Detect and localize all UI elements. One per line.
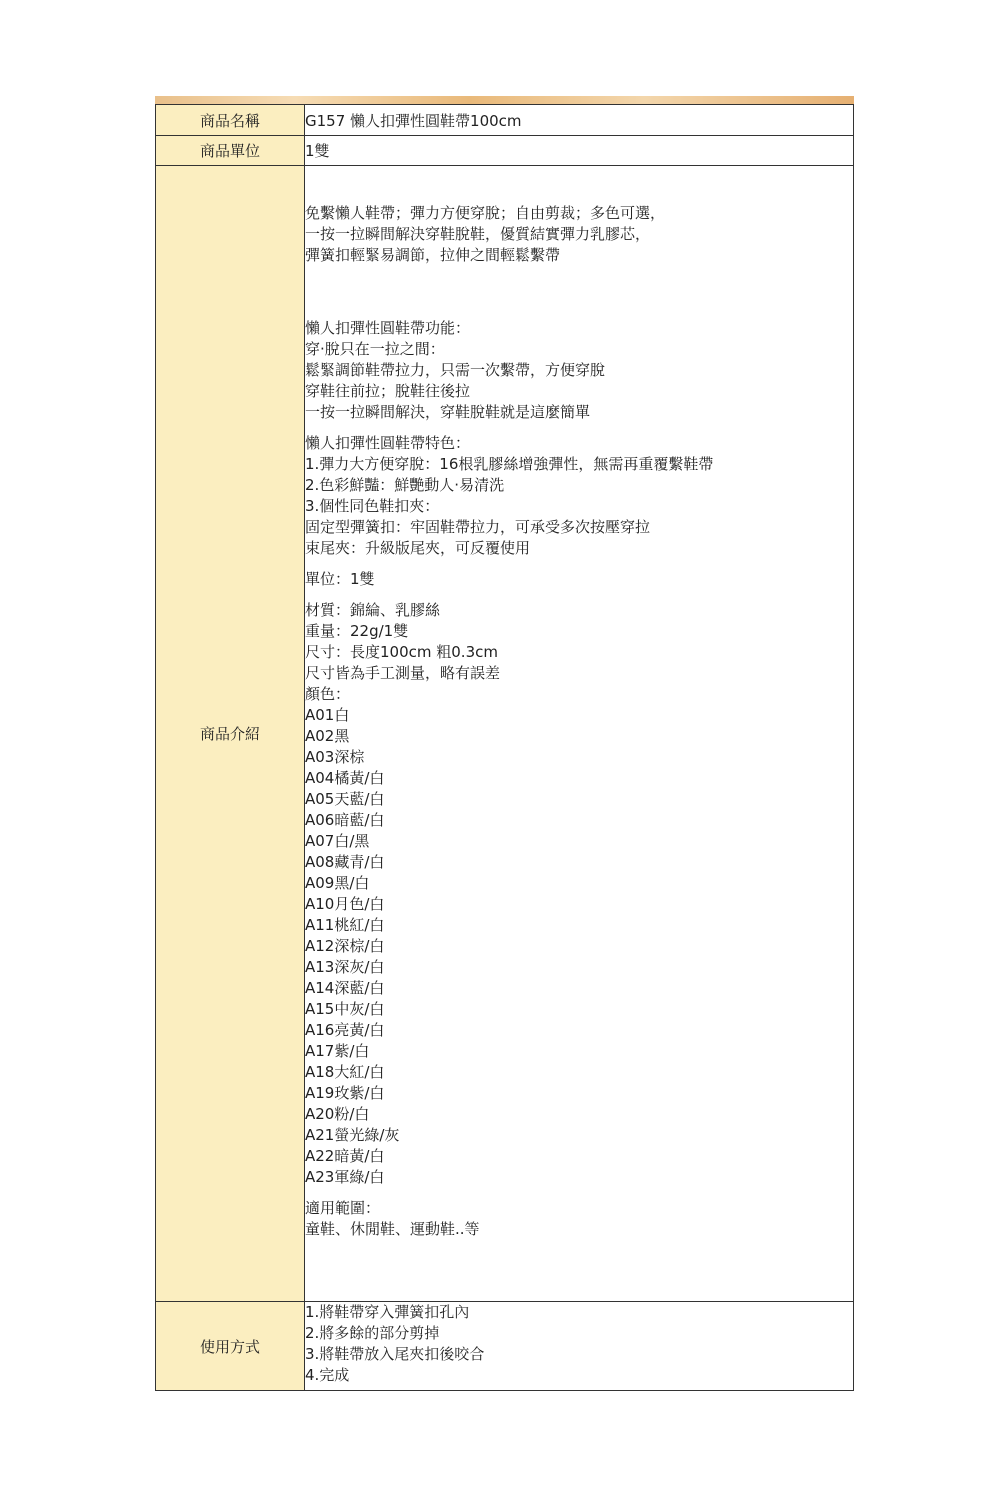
color-item: A15中灰/白 [305,1000,385,1018]
function-line: 一按一拉瞬間解決，穿鞋脫鞋就是這麼簡單 [305,403,591,421]
product-intro-value [305,166,854,1302]
banner-image-strip [155,96,854,104]
product-name-value: G157 懶人扣彈性圓鞋帶100cm [305,105,854,136]
color-item: A01白 [305,706,350,724]
feature-line: 2.色彩鮮豔：鮮艷動人‧易清洗 [305,476,505,494]
color-item: A17紫/白 [305,1042,370,1060]
color-item: A06暗藍/白 [305,811,385,829]
product-intro-label: 商品介紹 [156,166,305,1302]
color-item: A05天藍/白 [305,790,385,808]
spec-line: 尺寸皆為手工測量，略有誤差 [305,664,501,682]
function-line: 穿‧脫只在一拉之間： [305,340,445,358]
color-item: A20粉/白 [305,1105,370,1123]
color-item: A14深藍/白 [305,979,385,997]
color-item: A22暗黃/白 [305,1147,385,1165]
color-item: A18大紅/白 [305,1063,385,1081]
feature-line: 束尾夾：升級版尾夾，可反覆使用 [305,539,531,557]
spec-line: 材質：錦綸、乳膠絲 [305,601,441,619]
product-unit-value: 1雙 [305,136,854,166]
product-name-label: 商品名稱 [156,105,305,136]
color-item: A13深灰/白 [305,958,385,976]
function-title: 懶人扣彈性圓鞋帶功能： [305,319,471,337]
color-item: A16亮黃/白 [305,1021,385,1039]
intro-summary-line: 彈簧扣輕緊易調節，拉伸之間輕鬆繫帶 [305,246,561,264]
color-item: A10月色/白 [305,895,385,913]
scope-value: 童鞋、休閒鞋、運動鞋..等 [305,1220,480,1238]
usage-label: 使用方式 [156,1302,305,1391]
intro-content [305,166,853,1240]
usage-value [305,1302,854,1391]
usage-step: 3.將鞋帶放入尾夾扣後咬合 [305,1345,485,1363]
intro-summary-line: 一按一拉瞬間解決穿鞋脫鞋，優質結實彈力乳膠芯， [305,225,651,243]
color-item: A03深棕 [305,748,365,766]
function-line: 鬆緊調節鞋帶拉力，只需一次繫帶，方便穿脫 [305,361,606,379]
spec-line: 顏色： [305,685,351,703]
color-item: A08藏青/白 [305,853,385,871]
color-item: A11桃紅/白 [305,916,385,934]
spec-line: 重量：22g/1雙 [305,622,409,640]
usage-step: 2.將多餘的部分剪掉 [305,1324,440,1342]
product-unit-label: 商品單位 [156,136,305,166]
scope-title: 適用範圍： [305,1199,381,1217]
feature-line: 1.彈力大方便穿脫：16根乳膠絲增強彈性，無需再重覆繫鞋帶 [305,455,714,473]
row-product-intro [156,166,854,1302]
color-item: A04橘黃/白 [305,769,385,787]
usage-step: 4.完成 [305,1366,350,1384]
unit-line: 單位：1雙 [305,570,375,588]
row-usage [156,1302,854,1391]
intro-summary-line: 免繫懶人鞋帶；彈力方便穿脫；自由剪裁；多色可選， [305,204,666,222]
feature-title: 懶人扣彈性圓鞋帶特色： [305,434,471,452]
feature-line: 固定型彈簧扣：牢固鞋帶拉力，可承受多次按壓穿拉 [305,518,651,536]
color-item: A09黑/白 [305,874,370,892]
usage-step: 1.將鞋帶穿入彈簧扣孔內 [305,1303,470,1321]
color-item: A23軍綠/白 [305,1168,385,1186]
color-item: A12深棕/白 [305,937,385,955]
spec-line: 尺寸：長度100cm 粗0.3cm [305,643,498,661]
row-product-name [156,105,854,136]
color-item: A02黑 [305,727,350,745]
function-line: 穿鞋往前拉；脫鞋往後拉 [305,382,471,400]
product-spec-table [155,104,854,1391]
feature-line: 3.個性同色鞋扣夾： [305,497,440,515]
row-product-unit [156,136,854,166]
color-item: A07白/黑 [305,832,370,850]
color-item: A19玫紫/白 [305,1084,385,1102]
color-item: A21螢光綠/灰 [305,1126,400,1144]
